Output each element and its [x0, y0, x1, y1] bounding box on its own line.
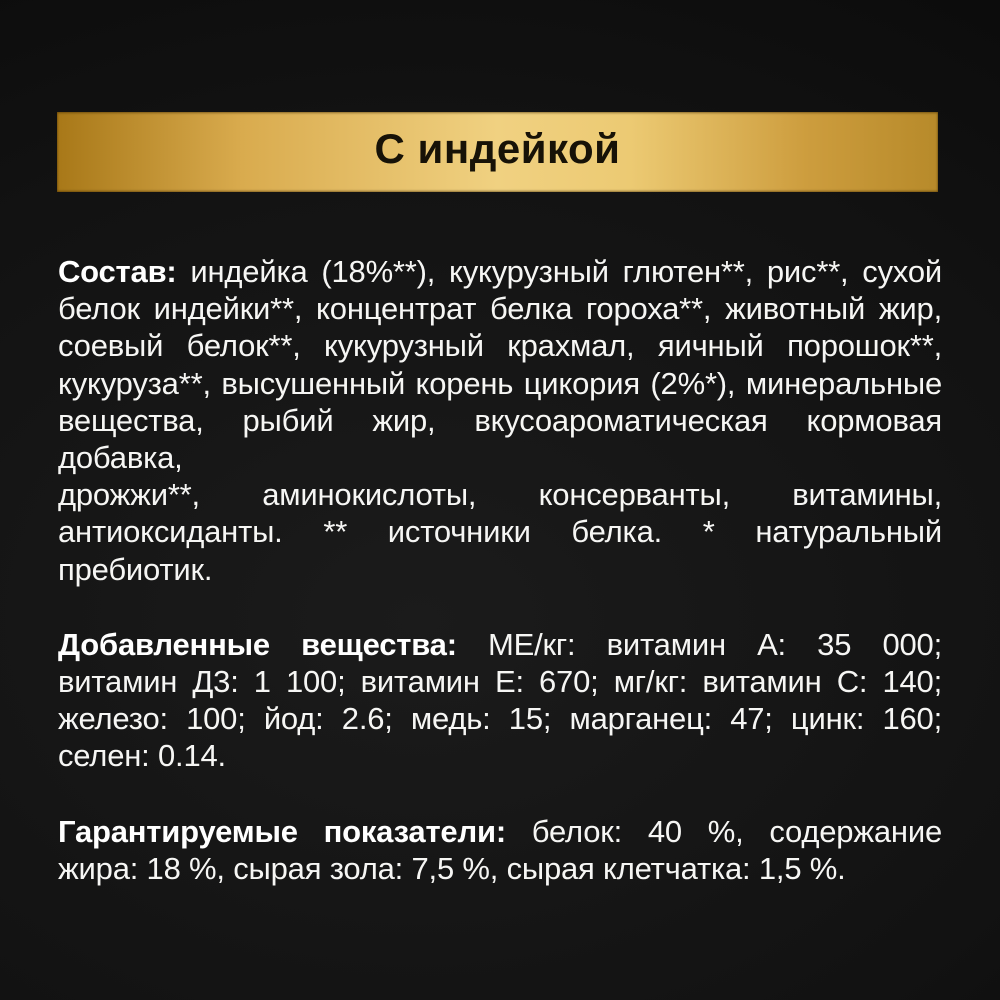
paragraph-line: дрожжи**, аминокислоты, консерванты, витамины,: [58, 477, 942, 513]
paragraph-line: кукуруза**, высушенный корень цикория (2%*), минеральные: [58, 365, 942, 401]
paragraph-line: селен: 0.14.: [58, 738, 226, 774]
label-info-text: [58, 253, 942, 925]
paragraph-label: Состав:: [58, 254, 177, 289]
flavor-title: С индейкой: [374, 125, 621, 172]
paragraph-line: витамин Д3: 1 100; витамин Е: 670; мг/кг: витамин С: 140;: [58, 664, 942, 700]
paragraph-label: Гарантируемые показатели:: [58, 813, 506, 849]
paragraph-line: Состав: индейка (18%**), кукурузный глютен**, рис**, сухой: [58, 254, 942, 289]
paragraph-line: Гарантируемые показатели: белок: 40 %, содержание: [58, 813, 943, 849]
paragraph-line: белок индейки**, концентрат белка гороха**, животный жир,: [58, 291, 942, 327]
paragraph-line: железо: 100; йод: 2.6; медь: 15; марганец: 47; цинк: 160;: [58, 701, 942, 737]
composition-paragraph: [58, 253, 942, 588]
additives-paragraph: [58, 626, 942, 775]
paragraph-line: вещества, рыбий жир, вкусоароматическая кормовая добавка,: [58, 402, 942, 476]
flavor-banner: [57, 112, 938, 192]
paragraph-label: Добавленные вещества:: [58, 626, 457, 662]
paragraph-line: жира: 18 %, сырая зола: 7,5 %, сырая клетчатка: 1,5 %.: [58, 850, 846, 886]
guaranteed-analysis-paragraph: [58, 813, 942, 887]
paragraph-line: антиоксиданты. ** источники белка. * натуральный пребиотик.: [58, 514, 942, 587]
paragraph-line: Добавленные вещества: МЕ/кг: витамин А: 35 000;: [58, 626, 942, 662]
paragraph-line: соевый белок**, кукурузный крахмал, яичный порошок**,: [58, 328, 942, 364]
